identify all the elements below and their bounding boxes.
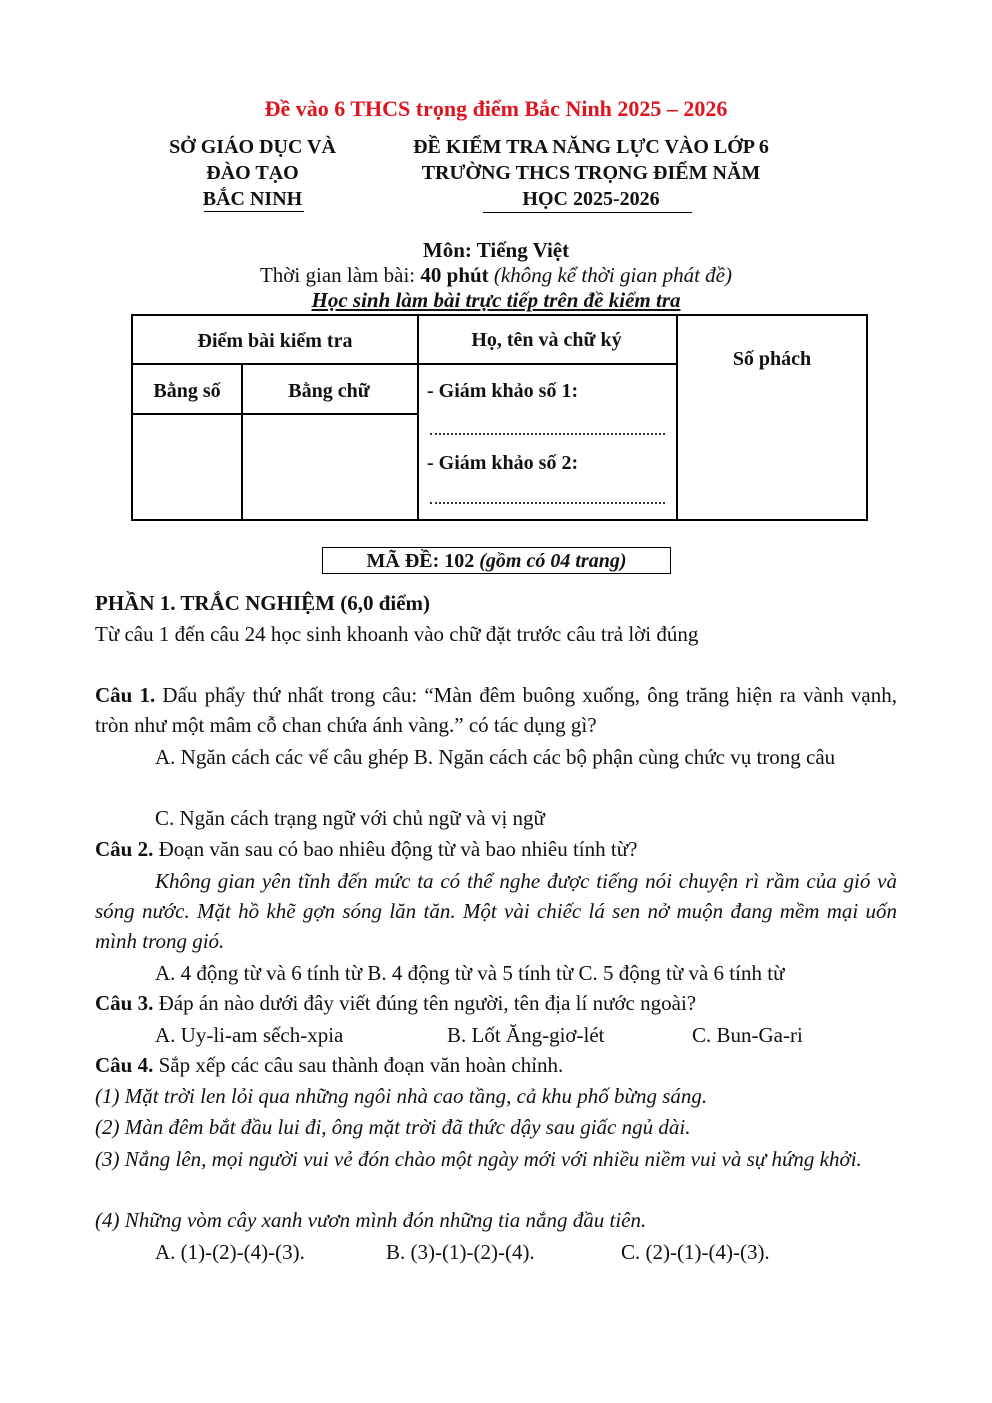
- score-table: [131, 314, 868, 521]
- time-prefix: Thời gian làm bài:: [259, 263, 421, 287]
- question-4-option-b: B. (3)-(1)-(2)-(4).: [386, 1240, 535, 1264]
- question-1: [95, 680, 897, 740]
- table-divider: [133, 363, 676, 365]
- header-left-line3: BẮC NINH: [202, 188, 303, 210]
- question-3-option-a: A. Uy-li-am sếch-xpia: [155, 1023, 344, 1047]
- document-title: Đề vào 6 THCS trọng điểm Bắc Ninh 2025 – 2026: [264, 96, 728, 121]
- part1-instruction: Từ câu 1 đến câu 24 học sinh khoanh vào chữ đặt trước câu trả lời đúng: [95, 622, 699, 646]
- examiner-1-signature-line: [430, 433, 665, 435]
- question-4-label: Câu 4.: [95, 1053, 154, 1077]
- name-signature-header: Họ, tên và chữ ký: [471, 329, 622, 351]
- score-header: Điểm bài kiểm tra: [197, 330, 353, 352]
- question-4: [95, 1050, 897, 1080]
- examiner-2-label: - Giám khảo số 2:: [427, 452, 579, 474]
- exam-code-note: (gồm có 04 trang): [479, 550, 627, 572]
- exam-code-label: MÃ ĐỀ: 102: [366, 550, 475, 572]
- question-1-option-c: C. Ngăn cách trạng ngữ với chủ ngữ và vị ngữ: [155, 806, 545, 830]
- time-note: (không kể thời gian phát đề): [493, 263, 732, 287]
- time-value: 40 phút: [420, 263, 489, 287]
- question-1-label: Câu 1.: [95, 683, 156, 707]
- question-4-text: Sắp xếp các câu sau thành đoạn văn hoàn chỉnh.: [153, 1053, 564, 1077]
- question-1-text: Dấu phẩy thứ nhất trong câu: “Màn đêm buông xuống, ông trăng hiện ra vành vạnh, tròn như một mâm cỗ chan chứa ánh vàng.” có tác dụng gì?: [95, 683, 897, 737]
- question-3-label: Câu 3.: [95, 991, 154, 1015]
- time-line: [0, 261, 992, 289]
- code-header: Số phách: [732, 348, 812, 370]
- question-2-label: Câu 2.: [95, 837, 154, 861]
- question-3: [95, 988, 897, 1018]
- exam-code: [322, 548, 671, 574]
- score-by-number-header: Bằng số: [153, 380, 221, 402]
- question-4-sentence-4: (4) Những vòm cây xanh vươn mình đón những tia nắng đầu tiên.: [95, 1208, 647, 1232]
- question-2-options: A. 4 động từ và 6 tính từ B. 4 động từ và 5 tính từ C. 5 động từ và 6 tính từ: [155, 961, 785, 985]
- header-left-line1: SỞ GIÁO DỤC VÀ: [169, 136, 336, 158]
- header-left-underline: [204, 211, 304, 212]
- subject: Môn: Tiếng Việt: [422, 238, 570, 262]
- header-right-line3: HỌC 2025-2026: [522, 188, 660, 210]
- question-3-option-b: B. Lốt Ăng-giơ-lét: [447, 1023, 605, 1047]
- examiner-1-label: - Giám khảo số 1:: [427, 380, 579, 402]
- header-right-line2: TRƯỜNG THCS TRỌNG ĐIỂM NĂM: [421, 162, 761, 184]
- question-2: [95, 834, 897, 864]
- score-by-words-header: Bằng chữ: [288, 380, 370, 402]
- question-3-text: Đáp án nào dưới đây viết đúng tên người, tên địa lí nước ngoài?: [153, 991, 697, 1015]
- header-right-underline: [483, 212, 692, 213]
- question-4-sentence-2: (2) Màn đêm bắt đầu lui đi, ông mặt trời đã thức dậy sau giấc ngủ dài.: [95, 1115, 691, 1139]
- question-4-sentence-1: (1) Mặt trời len lỏi qua những ngôi nhà cao tầng, cả khu phố bừng sáng.: [95, 1084, 708, 1108]
- question-4-sentence-3: (3) Nắng lên, mọi người vui vẻ đón chào một ngày mới với nhiều niềm vui và sự hứng khởi.: [95, 1147, 862, 1171]
- question-3-option-c: C. Bun-Ga-ri: [692, 1023, 803, 1047]
- instruction: Học sinh làm bài trực tiếp trên đề kiểm tra: [311, 288, 681, 312]
- part1-title: PHẦN 1. TRẮC NGHIỆM (6,0 điểm): [95, 591, 431, 615]
- table-divider: [133, 413, 417, 415]
- question-1-option-ab: A. Ngăn cách các vế câu ghép B. Ngăn cách các bộ phận cùng chức vụ trong câu: [155, 745, 836, 769]
- question-2-text: Đoạn văn sau có bao nhiêu động từ và bao nhiêu tính từ?: [153, 837, 638, 861]
- question-4-option-c: C. (2)-(1)-(4)-(3).: [621, 1240, 770, 1264]
- header-right-line1: ĐỀ KIỂM TRA NĂNG LỰC VÀO LỚP 6: [413, 136, 769, 158]
- question-4-option-a: A. (1)-(2)-(4)-(3).: [155, 1240, 305, 1264]
- examiner-2-signature-line: [430, 502, 665, 504]
- question-2-passage: Không gian yên tĩnh đến mức ta có thể nghe được tiếng nói chuyện rì rầm của gió và sóng nước. Mặt hồ khẽ gợn sóng lăn tăn. Một vài chiếc lá sen nở muộn đang mềm mại uốn mình trong gió.: [95, 869, 897, 953]
- header-left-line2: ĐÀO TẠO: [206, 162, 299, 184]
